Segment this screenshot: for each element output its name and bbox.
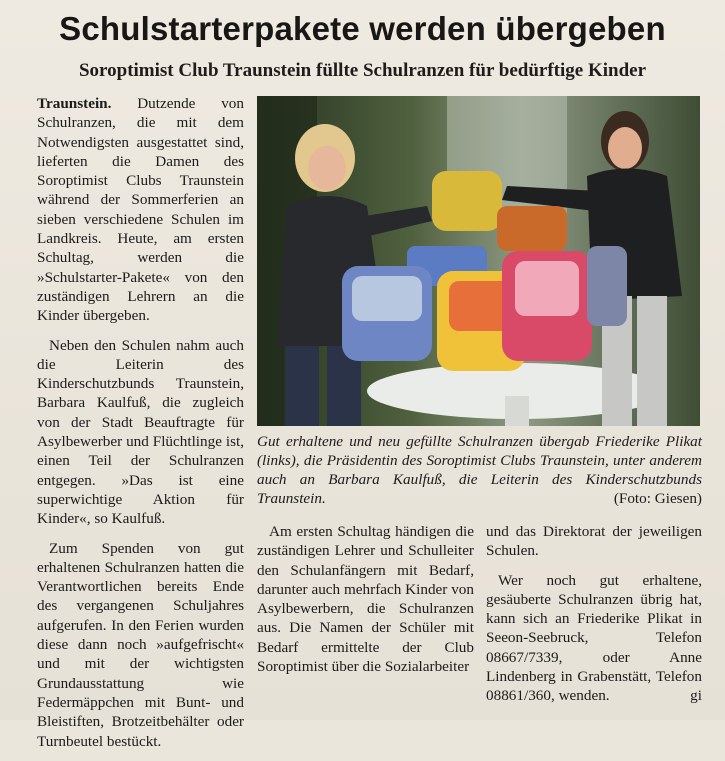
column-2 — [257, 522, 474, 686]
photo-illustration — [257, 96, 700, 426]
photo-caption — [257, 432, 702, 508]
headline: Schulstarterpakete werden übergeben — [59, 10, 666, 47]
paragraph-1 — [37, 94, 244, 326]
paragraph-1-text: Dutzende von Schulranzen, die mit dem Notwendigsten ausgestattet sind, lieferten die Damen des Soroptimist Clubs Traunstein während der Sommerferien an sieben verschiedene Schulen im Landkreis. Heute, am ersten Schultag, werden die »Schulstarter-Pakete« von den zuständigen Lehrern an die Kinder übergeben. — [37, 95, 244, 325]
paragraph-4: Am ersten Schultag händigen die zuständigen Lehrer und Schulleiter den Schulanfängern mit Bedarf, darunter auch mehrfach Kinder von Asylbewerbern, die Schulranzen aus. Die Namen der Schüler mit Bedarf ermittelte der Club Soroptimist über die Sozialarbeiter — [257, 523, 474, 676]
author-byline: gi — [690, 687, 702, 705]
photo-credit: (Foto: Giesen) — [613, 490, 702, 507]
paragraph-5: und das Direktorat der jeweiligen Schulen. — [486, 523, 702, 560]
paragraph-6 — [486, 571, 702, 706]
location-dateline: Traunstein. — [37, 95, 112, 112]
paragraph-2: Neben den Schulen nahm auch die Leiterin des Kinderschutzbunds Traunstein, Barbara Kaulfuß, die zugleich von der Stadt Beauftragte für Asylbewerber und Flüchtlinge ist, einen Teil der Schulranzen entgegen. »Das ist eine superwichtige Aktion für Kinder«, so Kaulfuß. — [37, 336, 244, 528]
article-photo — [257, 96, 700, 426]
column-1 — [37, 94, 244, 761]
paragraph-6-text: Wer noch gut erhaltene, gesäuberte Schulranzen übrig hat, kann sich an Friederike Plikat in Seeon-Seebruck, Telefon 08667/7339, oder Anne Lindenberg in Grabenstätt, Telefon 08861/360, wenden. — [486, 571, 702, 705]
paragraph-3: Zum Spenden von gut erhaltenen Schulranzen hatten die Verantwortlichen bereits Ende des vergangenen Schuljahres aufgerufen. In den Ferien wurden diese dann noch »aufgefrischt« und mit der wichtigsten Grundausstattung wie Federmäppchen mit Bunt- und Bleistiften, Brotzeitbehälter oder Turnbeutel bestückt. — [37, 539, 244, 750]
caption-text: Gut erhaltene und neu gefüllte Schulranzen übergab Friederike Plikat (links), die Präsidentin des Soroptimist Clubs Traunstein, unter anderem auch an Barbara Kaulfuß, die Leiterin des Kinderschutzbunds Traunstein. — [257, 433, 702, 507]
subheadline: Soroptimist Club Traunstein füllte Schulranzen für bedürftige Kinder — [78, 60, 647, 81]
column-3 — [486, 522, 702, 716]
